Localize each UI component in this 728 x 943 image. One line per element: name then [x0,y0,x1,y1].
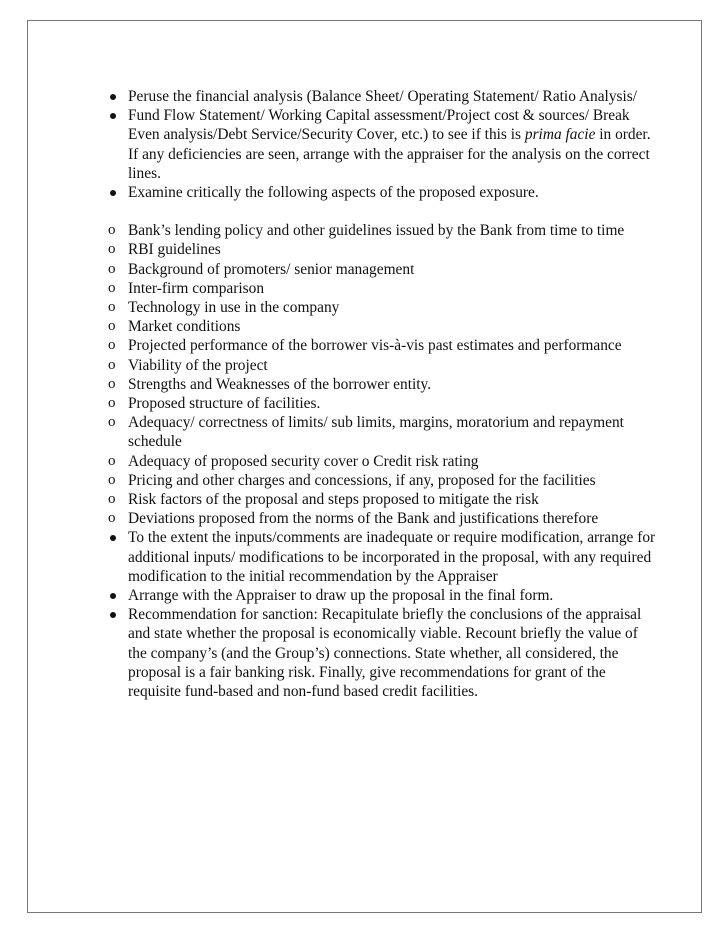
aspect-item [108,356,656,375]
aspect-text: RBI guidelines [128,241,221,259]
circle-marker: o [108,279,116,296]
circle-marker: o [108,375,116,392]
circle-marker: o [108,356,116,373]
aspect-text: Deviations proposed from the norms of the Bank and justifications therefore [128,510,599,528]
circle-marker: o [108,241,116,258]
aspect-item [108,279,656,298]
aspect-item [108,509,656,528]
aspect-item [108,298,656,317]
circle-marker: o [108,260,116,277]
aspect-text: Inter-firm comparison [128,279,265,297]
bullet-item [108,586,656,605]
circle-marker: o [108,471,116,488]
circle-marker: o [108,337,116,354]
bullet-item [108,183,656,202]
circle-marker: o [108,395,116,412]
aspect-text: Market conditions [128,318,241,336]
bullet-text-part: in order. If any deficiencies are seen, arrange with the appraiser for the analysis on the correct lines. [128,126,651,182]
aspect-text: Technology in use in the company [128,299,340,317]
aspect-text: Adequacy/ correctness of limits/ sub limits, margins, moratorium and repayment schedule [128,414,624,451]
aspect-item [108,240,656,259]
circle-marker: o [108,299,116,316]
circle-marker: o [108,318,116,335]
aspect-text: Viability of the project [128,356,268,374]
section-gap [108,202,656,221]
aspect-text: Pricing and other charges and concessions, if any, proposed for the facilities [128,471,596,489]
aspect-item [108,452,656,471]
bullet-item [108,87,656,106]
aspect-text: Adequacy of proposed security cover o Credit risk rating [128,452,479,470]
aspect-text: Projected performance of the borrower vis-à-vis past estimates and performance [128,337,622,355]
aspect-item [108,471,656,490]
bullet-text: Recommendation for sanction: Recapitulate briefly the conclusions of the appraisal and state whether the proposal is economically viable. Recount briefly the value of the company’s (and the Group’s) connections. State whether, all considered, the proposal is a fair banking risk. Finally, give recommendations for grant of the requisite fund-based and non-fund based credit facilities. [128,606,642,701]
circle-marker: o [108,491,116,508]
circle-marker: o [108,414,116,431]
aspect-text: Risk factors of the proposal and steps proposed to mitigate the risk [128,491,539,509]
aspect-item [108,490,656,509]
aspect-text: Background of promoters/ senior management [128,260,415,278]
bullet-item [108,106,656,183]
bullet-text: To the extent the inputs/comments are inadequate or require modification, arrange for additional inputs/ modifications to be incorporated in the proposal, with any required modification to the initial recommendation by the Appraiser [128,529,656,585]
bullet-item [108,605,656,701]
aspect-item [108,260,656,279]
bullet-item [108,528,656,586]
aspect-item [108,413,656,451]
aspect-text: Proposed structure of facilities. [128,395,321,413]
aspect-item [108,336,656,355]
bullet-text: Examine critically the following aspects of the proposed exposure. [128,184,539,202]
italic-term: prima facie [524,126,596,144]
circle-marker: o [108,510,116,527]
document-body [108,87,656,701]
circle-marker: o [108,452,116,469]
aspect-text: Bank’s lending policy and other guidelines issued by the Bank from time to time [128,222,625,240]
aspect-text: Strengths and Weaknesses of the borrower entity. [128,375,432,393]
aspect-item [108,317,656,336]
bullet-text-part: Fund Flow Statement/ Working Capital assessment/Project cost & sources/ Break Even analysis/Debt Service/Security Cover, etc.) to see if this is [128,107,630,144]
aspect-item [108,394,656,413]
bullet-text [128,107,651,182]
bullet-text: Peruse the financial analysis (Balance Sheet/ Operating Statement/ Ratio Analysis/ [128,88,638,105]
bullet-text: Arrange with the Appraiser to draw up the proposal in the final form. [128,587,554,605]
aspect-item [108,221,656,240]
circle-marker: o [108,222,116,239]
aspect-item [108,375,656,394]
